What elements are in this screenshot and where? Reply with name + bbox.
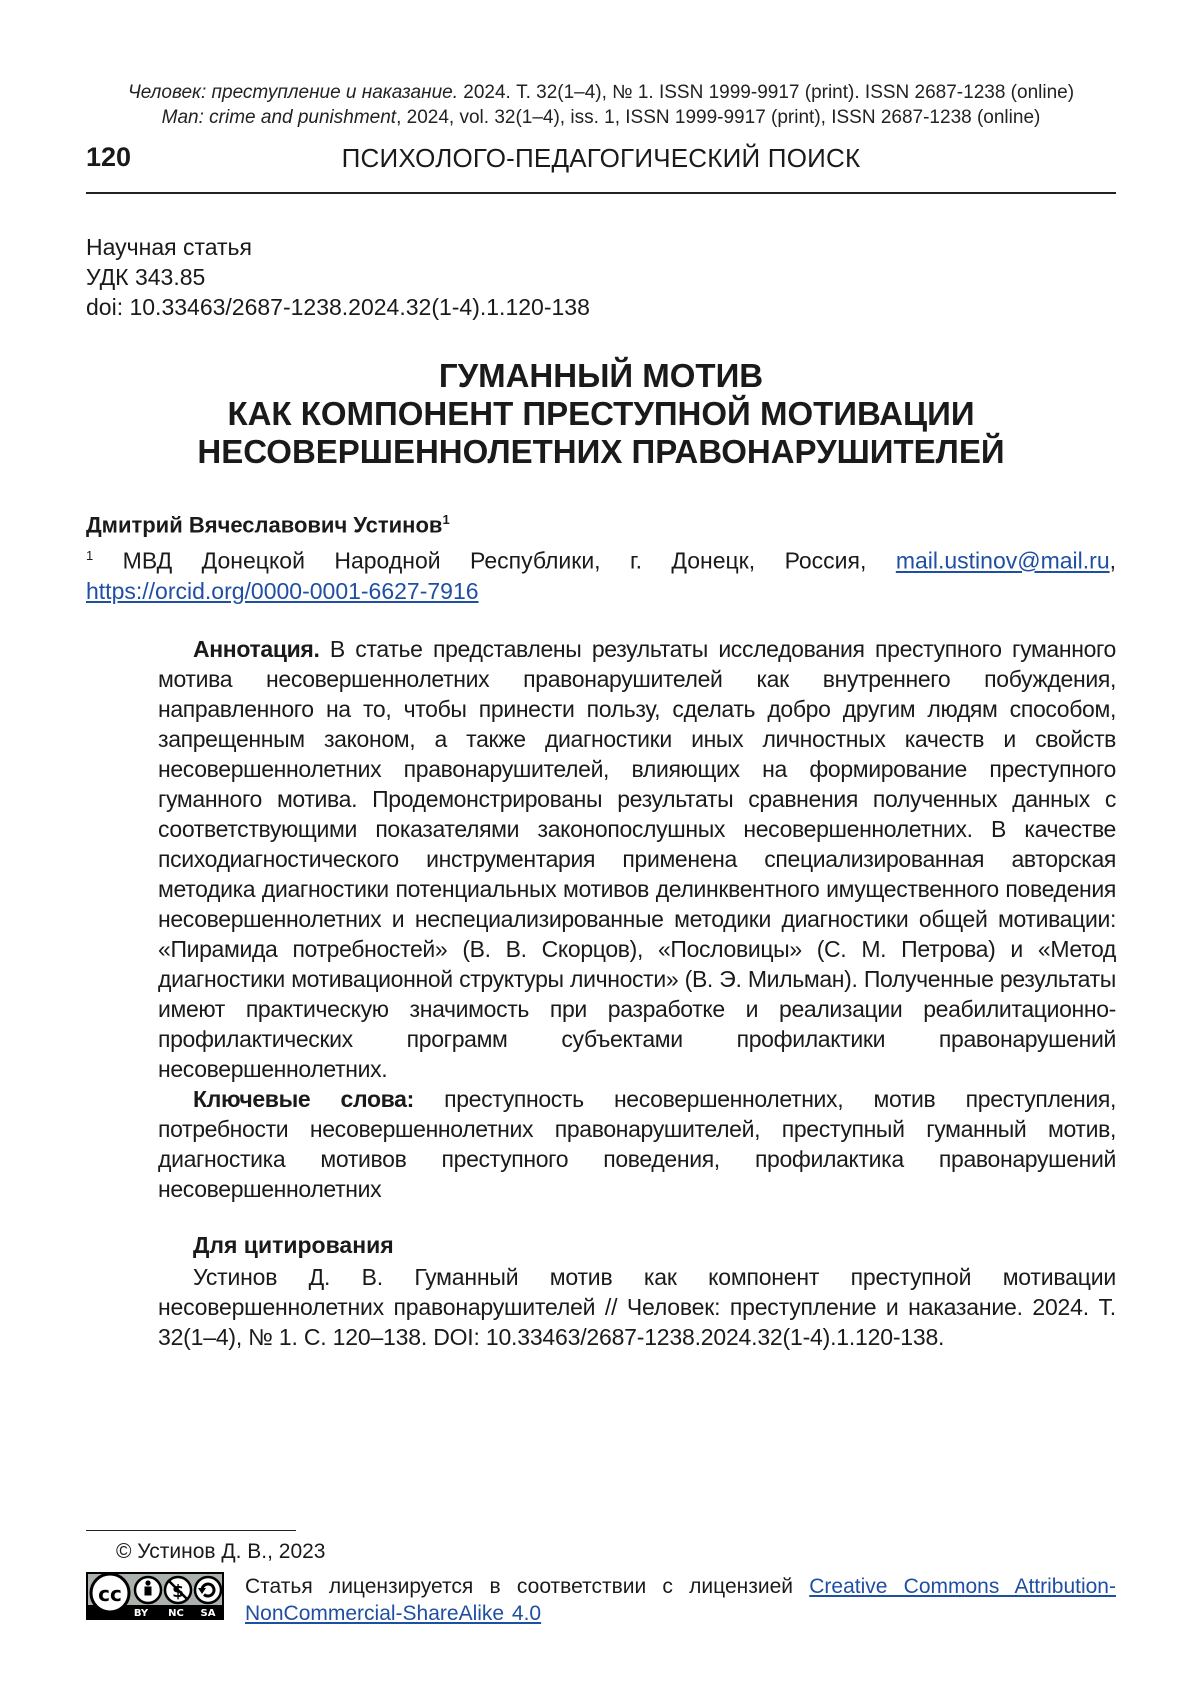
section-header xyxy=(86,142,1116,194)
license-notice xyxy=(245,1573,1116,1627)
citation-heading: Для цитирования xyxy=(193,1232,394,1259)
nc-noncommercial-icon xyxy=(165,1577,191,1603)
cc-icon xyxy=(91,1574,129,1612)
abstract xyxy=(158,634,1116,1084)
issue-info-en: , 2024, vol. 32(1–4), iss. 1, ISSN 1999-9917 (print), ISSN 2687-1238 (online) xyxy=(396,107,1040,128)
section-title: ПСИХОЛОГО-ПЕДАГОГИЧЕСКИЙ ПОИСК xyxy=(86,143,1116,174)
title-line-2: КАК КОМПОНЕНТ ПРЕСТУПНОЙ МОТИВАЦИИ xyxy=(86,395,1116,433)
orcid-link[interactable]: https://orcid.org/0000-0001-6627-7916 xyxy=(86,578,479,604)
title-line-3: НЕСОВЕРШЕННОЛЕТНИХ ПРАВОНАРУШИТЕЛЕЙ xyxy=(86,433,1116,471)
affiliation xyxy=(86,541,1116,606)
copyright: © Устинов Д. В., 2023 xyxy=(116,1540,325,1564)
doi: doi: 10.33463/2687-1238.2024.32(1-4).1.120-138 xyxy=(86,292,590,322)
author-name: Дмитрий Вячеславович Устинов xyxy=(86,512,442,537)
title-line-1: ГУМАННЫЙ МОТИВ xyxy=(86,357,1116,395)
sa-sharealike-icon xyxy=(195,1577,221,1603)
badge-label-nc: NC xyxy=(168,1608,184,1619)
footnote-rule xyxy=(86,1530,296,1531)
journal-name-en: Man: crime and punishment xyxy=(162,107,396,128)
svg-text:cc: cc xyxy=(98,1582,122,1606)
article-type: Научная статья xyxy=(86,232,252,262)
keywords xyxy=(158,1084,1116,1204)
author-email-link[interactable]: mail.ustinov@mail.ru xyxy=(896,548,1110,574)
article-page xyxy=(0,0,1200,1694)
license-text: Статья лицензируется в соответствии с лицензией xyxy=(245,1575,809,1598)
cc-by-nc-sa-badge[interactable] xyxy=(86,1572,224,1620)
running-head-russian xyxy=(86,80,1116,105)
by-attribution-icon xyxy=(135,1577,161,1603)
affiliation-separator: , xyxy=(1110,548,1116,574)
keywords-text: преступность несовершеннолетних, мотив преступления, потребности несовершеннолетних правонарушителей, преступный гуманный мотив, диагностика мотивов преступного поведения, профилактика правонарушений несовершеннолетних xyxy=(158,1086,1116,1202)
author xyxy=(86,512,450,538)
badge-label-by: BY xyxy=(134,1608,149,1619)
affiliation-marker: 1 xyxy=(86,548,93,563)
journal-name-ru: Человек: преступление и наказание. xyxy=(128,82,458,103)
citation-text: Устинов Д. В. Гуманный мотив как компонент преступной мотивации несовершеннолетних правонарушителей // Человек: преступление и наказание. 2024. Т. 32(1–4), № 1. С. 120–138. DOI: 10.33463/2687-1238.2024.32(1-4).1.120-138. xyxy=(158,1262,1116,1352)
svg-text:$: $ xyxy=(172,1582,184,1602)
running-head-english xyxy=(86,105,1116,130)
udc-code: УДК 343.85 xyxy=(86,262,205,292)
author-affiliation-marker: 1 xyxy=(442,512,449,527)
abstract-text: В статье представлены результаты исследования преступного гуманного мотива несовершеннолетних правонарушителей как внутреннего побуждения, направленного на то, чтобы принести пользу, сделать добро другим людям способом, запрещенным законом, а также диагностики иных личностных качеств и свойств несовершеннолетних правонарушителей, влияющих на формирование преступного гуманного мотива. Продемонстрированы результаты сравнения полученных данных с соответствующими показателями законопослушных несовершеннолетних. В качестве психодиагностического инструментария применена специализированная авторская методика диагностики потенциальных мотивов делинквентного имущественного поведения несовершеннолетних и неспециализированные методики диагностики общей мотивации: «Пирамида потребностей» (В. В. Скорцов), «Пословицы» (С. М. Петрова) и «Метод диагностики мотивационной структуры личности» (В. Э. Мильман). Полученные результаты имеют практическую значимость при разработке и реализации реабилитационно-профилактических программ субъектами профилактики правонарушений несовершеннолетних. xyxy=(158,636,1116,1082)
page-number: 120 xyxy=(86,142,131,173)
license-link[interactable]: Creative Commons Attribution-NonCommercial-ShareAlike 4.0 xyxy=(245,1575,1116,1625)
badge-label-sa: SA xyxy=(201,1608,216,1619)
issue-info-ru: 2024. Т. 32(1–4), № 1. ISSN 1999-9917 (print). ISSN 2687-1238 (online) xyxy=(458,82,1074,103)
affiliation-text: МВД Донецкой Народной Республики, г. Донецк, Россия, xyxy=(93,548,896,574)
article-title xyxy=(86,357,1116,471)
keywords-label: Ключевые слова: xyxy=(193,1086,414,1112)
abstract-block xyxy=(158,634,1116,1204)
abstract-label: Аннотация. xyxy=(193,636,320,662)
